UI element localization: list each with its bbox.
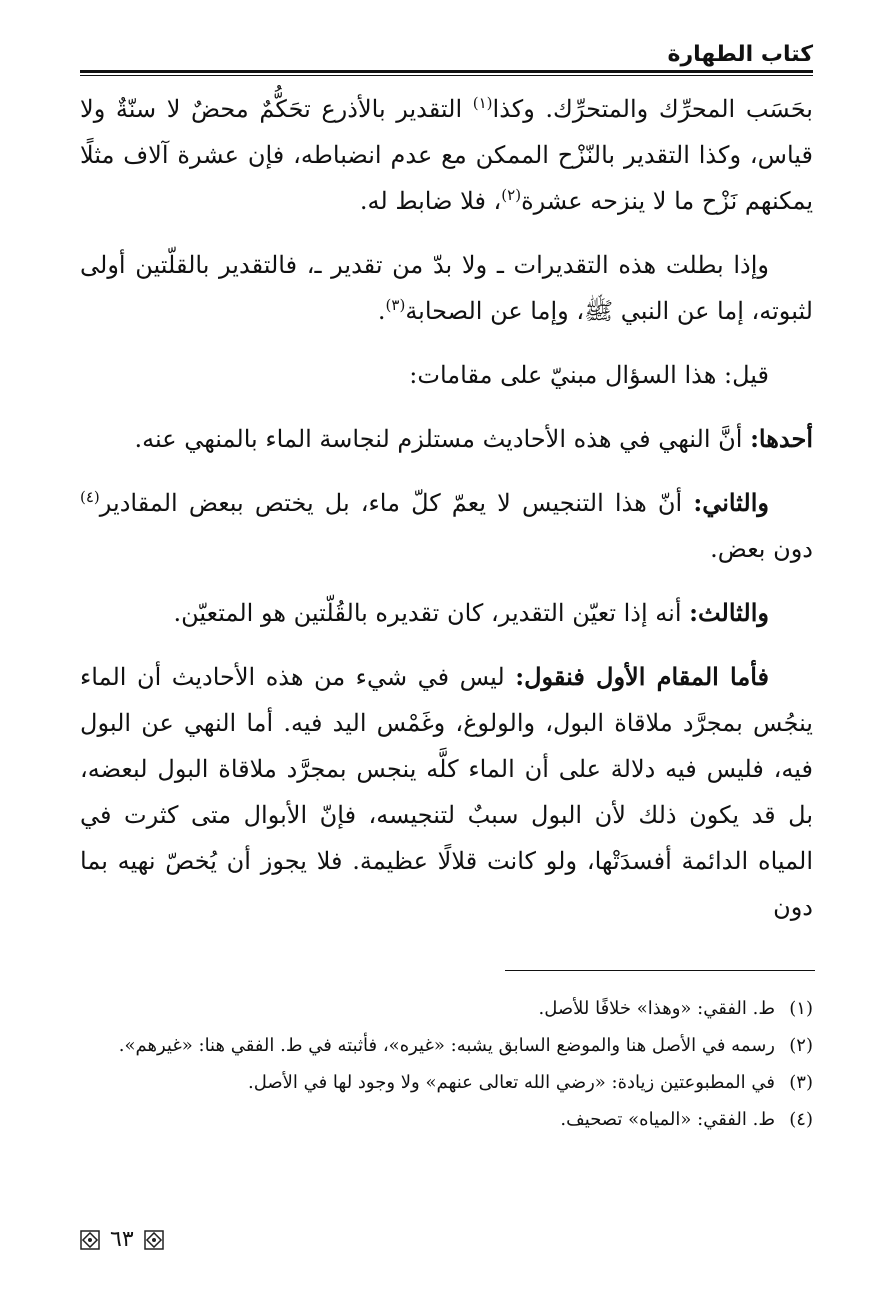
- paragraph-3: [80, 352, 813, 398]
- footnote-item: [80, 1064, 813, 1101]
- footnote-ref-3: (٣): [385, 296, 406, 314]
- paragraph-5-text-b: دون بعض.: [710, 535, 813, 563]
- paragraph-4-text: أنَّ النهي في هذه الأحاديث مستلزم لنجاسة الماء بالمنهي عنه.: [134, 425, 751, 453]
- paragraph-4-lead: أحدها:: [750, 424, 813, 453]
- paragraph-1-text-b: التقدير بالأذرع تحَكُّمٌ محضٌ لا سنّةٌ ولا قياس، وكذا التقدير بالنّزْح الممكن مع عدم انضباطه، فإن عشرة آلاف مثلًا يمكنهم نَزْح ما لا ينزحه عشرة: [80, 95, 813, 215]
- paragraph-5-text-a: أنّ هذا التنجيس لا يعمّ كلّ ماء، بل يختص ببعض المقادير: [99, 489, 694, 517]
- footnote-separator: [505, 970, 815, 971]
- paragraph-7: [80, 654, 813, 930]
- paragraph-1: [80, 86, 813, 224]
- paragraph-5-lead: والثاني:: [693, 488, 769, 517]
- footnote-item: [80, 990, 813, 1027]
- header-rule-thick: [80, 70, 813, 73]
- paragraph-2-text-a: وإذا بطلت هذه التقديرات ـ ولا بدّ من تقدير ـ، فالتقدير بالقلّتين أولى لثبوته، إما عن النبي ﷺ، وإما عن الصحابة: [80, 251, 813, 325]
- paragraph-4: [80, 416, 813, 462]
- paragraph-6-lead: والثالث:: [689, 598, 769, 627]
- footnote-text: ط. الفقي: «وهذا» خلافًا للأصل.: [538, 998, 775, 1019]
- footnote-ref-4: (٤): [80, 488, 100, 506]
- footnotes: [80, 990, 813, 1138]
- header-rule-thin: [80, 75, 813, 76]
- footnote-item: [80, 1027, 813, 1064]
- page-number: ٦٣: [110, 1227, 134, 1252]
- main-text: [80, 86, 813, 948]
- footnote-text: ط. الفقي: «المياه» تصحيف.: [560, 1109, 775, 1130]
- footnote-ref-2: (٢): [501, 186, 522, 204]
- footnote-item: [80, 1101, 813, 1138]
- footnote-text: في المطبوعتين زيادة: «رضي الله تعالى عنهم» ولا وجود لها في الأصل.: [247, 1072, 775, 1093]
- footnote-number: (١): [789, 998, 813, 1019]
- ornament-left-icon: [80, 1230, 100, 1250]
- paragraph-5: [80, 480, 813, 572]
- paragraph-2: [80, 242, 813, 334]
- paragraph-6: [80, 590, 813, 636]
- paragraph-2-text-b: .: [377, 297, 386, 325]
- footnote-number: (٤): [789, 1109, 813, 1130]
- paragraph-7-text: ليس في شيء من هذه الأحاديث أن الماء ينجُس بمجرَّد ملاقاة البول، والولوغ، وغَمْس اليد فيه. أما النهي عن البول فيه، فليس فيه دلالة على أن الماء كلَّه ينجس بمجرَّد ملاقاة البول لبعضه، بل قد يكون ذلك لأن البول سببٌ لتنجيسه، فإنّ الأبوال متى كثرت في المياه الدائمة أفسدَتْها، ولو كانت قلالًا عظيمة. فلا يجوز أن يُخصّ نهيه بما دون: [80, 663, 813, 921]
- paragraph-3-text: قيل: هذا السؤال مبنيّ على مقامات:: [409, 361, 769, 389]
- ornament-right-icon: [144, 1230, 164, 1250]
- paragraph-1-text-a: بحَسَب المحرِّك والمتحرِّك. وكذا: [492, 95, 813, 123]
- running-header-title: كتاب الطهارة: [667, 42, 813, 67]
- paragraph-7-lead: فأما المقام الأول فنقول:: [515, 662, 769, 691]
- footnote-ref-1: (١): [472, 94, 493, 112]
- footnote-number: (٢): [789, 1035, 813, 1056]
- paragraph-6-text: أنه إذا تعيّن التقدير، كان تقديره بالقُلّتين هو المتعيّن.: [173, 599, 690, 627]
- footnote-text: رسمه في الأصل هنا والموضع السابق يشبه: «غيره»، فأثبته في ط. الفقي هنا: «غيرهم».: [118, 1035, 775, 1056]
- footnote-number: (٣): [789, 1072, 813, 1093]
- page-folio: [80, 1227, 164, 1252]
- paragraph-1-text-c: ، فلا ضابط له.: [359, 187, 502, 215]
